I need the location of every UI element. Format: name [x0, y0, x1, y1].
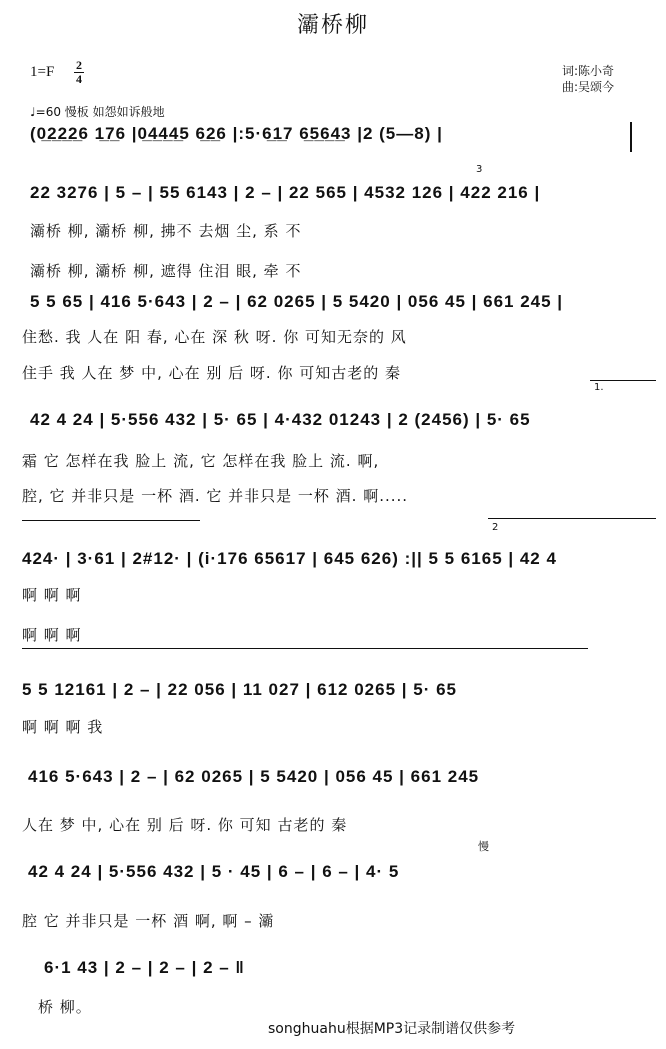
- lyric-row-2-verse-2: 灞桥 柳, 灞桥 柳, 遮得 住泪 眼, 牵 不: [30, 262, 302, 280]
- volta-2-bracket: [488, 518, 656, 520]
- lyric-row-8: 腔 它 并非只是 一杯 酒 啊, 啊 – 灞: [22, 912, 275, 930]
- notation-row-6: 5 5 12161 | 2 – | 22 056 | 11 027 | 612 0265 | 5· 65: [22, 680, 457, 699]
- notation-row-3: 5 5 65 | 416 5·643 | 2 – | 62 0265 | 5 5420 | 056 45 | 661 245 |: [30, 292, 564, 311]
- volta-1-bracket: [590, 380, 656, 382]
- notation-row-1: (0̲2̲2̲2̲6 1̲7̲6 |0̲4̲4̲4̲5 6̲2̲6 |:5·6̲1̲7 6̲5̲6̲4̲3 |2 (5—8) |: [30, 124, 443, 143]
- lyric-row-9: 桥 柳。: [38, 998, 92, 1016]
- song-title: 灞桥柳: [296, 13, 369, 38]
- volta-2-continuation: [22, 648, 588, 650]
- barline: [630, 122, 632, 152]
- notation-row-7: 416 5·643 | 2 – | 62 0265 | 5 5420 | 056 45 | 661 245: [28, 767, 480, 786]
- volta-1-label: 1.: [594, 382, 604, 393]
- volta-1-continuation: [22, 520, 200, 522]
- key-signature: 1=F: [30, 64, 55, 80]
- meter-bottom: 4: [76, 72, 82, 86]
- lyric-row-7: 人在 梦 中, 心在 别 后 呀. 你 可知 古老的 秦: [22, 816, 348, 834]
- lyric-row-4-verse-1: 霜 它 怎样在我 脸上 流, 它 怎样在我 脸上 流. 啊,: [22, 452, 380, 470]
- notation-row-2: 22 3276 | 5 – | 55 6143 | 2 – | 22 565 | 4532 126 | 422 216 |: [30, 183, 541, 202]
- lyricist-credit: 词:陈小奇: [562, 64, 615, 78]
- slow-marking: 慢: [478, 840, 489, 853]
- volta-2-label: 2: [492, 522, 499, 533]
- composer-credit: 曲:吴颂今: [562, 80, 615, 94]
- lyric-row-3-verse-2: 住手 我 人在 梦 中, 心在 别 后 呀. 你 可知古老的 秦: [22, 364, 401, 382]
- lyric-row-5-verse-2: 啊 啊 啊: [22, 626, 82, 644]
- tempo-marking: ♩=60 慢板 如怨如诉般地: [30, 105, 165, 119]
- notation-row-4: 42 4 24 | 5·556 432 | 5· 65 | 4·432 01243 | 2 (2456) | 5· 65: [30, 410, 531, 429]
- triplet-mark: 3: [476, 164, 483, 175]
- notation-row-5: 424· | 3·61 | 2#12· | (i·176 65617 | 645 626) :|| 5 5 6165 | 42 4: [22, 549, 557, 568]
- time-signature: [74, 60, 84, 85]
- lyric-row-6: 啊 啊 啊 我: [22, 718, 104, 736]
- transcription-note: songhuahu根据MP3记录制谱仅供参考: [268, 1021, 516, 1037]
- lyric-row-2-verse-1: 灞桥 柳, 灞桥 柳, 拂不 去烟 尘, 系 不: [30, 222, 302, 240]
- lyric-row-5-verse-1: 啊 啊 啊: [22, 586, 82, 604]
- meter-top: 2: [76, 58, 82, 72]
- notation-row-9: 6·1 43 | 2 – | 2 – | 2 – ‖: [44, 958, 245, 977]
- notation-row-8: 42 4 24 | 5·556 432 | 5 · 45 | 6 – | 6 – | 4· 5: [28, 862, 400, 881]
- lyric-row-3-verse-1: 住愁. 我 人在 阳 春, 心在 深 秋 呀. 你 可知无奈的 风: [22, 328, 407, 346]
- lyric-row-4-verse-2: 腔, 它 并非只是 一杯 酒. 它 并非只是 一杯 酒. 啊.....: [22, 487, 409, 505]
